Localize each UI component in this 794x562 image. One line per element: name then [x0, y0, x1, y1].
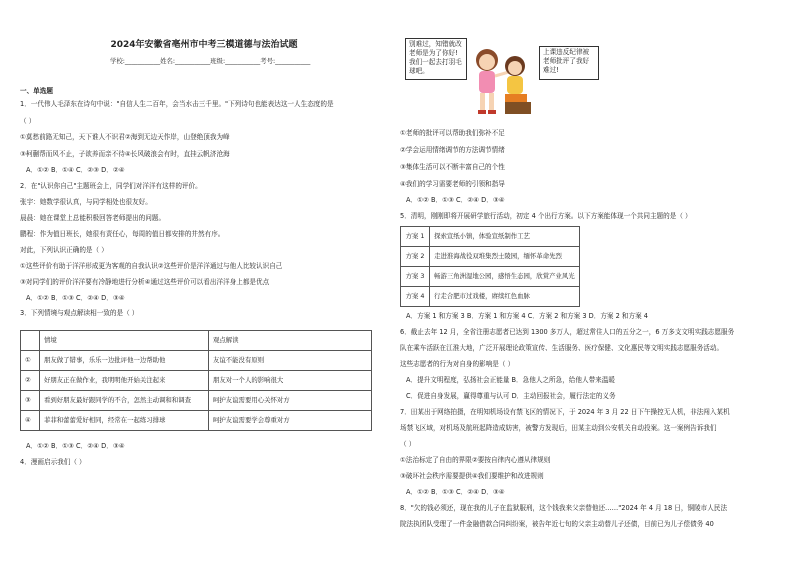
table-header-cell — [21, 331, 40, 351]
q2-stem: 2．在"认识你自己"主题班会上，同学们对洋洋有这样的评价。 — [20, 182, 202, 190]
plan-label: 方案 4 — [401, 287, 430, 307]
section-heading: 一、单选题 — [20, 87, 53, 95]
q4-stem: 4．漫画启示我们（ ） — [20, 458, 86, 466]
q6-options-cd: C．促进自身发展，赢得尊重与认可 D．主动回报社会，履行法定的义务 — [406, 392, 616, 400]
q8-line-2: 院法执团队受理了一件金融借款合同纠纷案，被告年近七旬的父亲主动替儿子还债，目前已为儿子偿债务 40 — [400, 520, 714, 528]
table-cell: 呵护友谊需要学会尊重对方 — [209, 411, 372, 431]
table-row — [401, 247, 580, 267]
plan-desc: 畅游三角洲湿地公园，感悟生态园，欣赏产业风光 — [430, 267, 580, 287]
speech-bubble-comfort: 别难过，知错就改老师是为了你好!我们一起去打羽毛球吧。 — [405, 38, 467, 80]
plan-label: 方案 1 — [401, 227, 430, 247]
table-cell: ③ — [21, 391, 40, 411]
cartoon-illustration — [405, 38, 590, 120]
table-row — [21, 371, 372, 391]
q4-choice-3: ③集体生活可以不断丰富自己的个性 — [400, 163, 505, 171]
q4-options: A．①② B．①③ C．②④ D．③④ — [406, 196, 505, 204]
q4-choice-4: ④我们的学习需要老师的引领和指导 — [400, 180, 505, 188]
q2-pengcheng: 鹏程：作为值日班长，她很有责任心，每周的值日都安排的井然有序。 — [20, 230, 225, 238]
q1-options: A．①② B．①④ C．②③ D．②④ — [26, 166, 125, 174]
table-row — [21, 411, 372, 431]
table-cell: ② — [21, 371, 40, 391]
q3-table — [20, 330, 372, 431]
q1-stem: 1．一代伟人毛泽东在诗句中说："自信人生二百年，会当水击三千里。"下列诗句也能表达这一人生态度的是 — [20, 100, 334, 108]
q4-choice-1: ①老师的批评可以帮助我们弥补不足 — [400, 129, 505, 137]
plan-desc: 走进淮海战役双堆集烈士陵园，缅怀革命先烈 — [430, 247, 580, 267]
q2-options: A．①② B．①③ C．②④ D．③④ — [26, 294, 125, 302]
table-cell: 菲菲和蕾蕾爱好相同，经常在一起练习排球 — [40, 411, 209, 431]
table-header-cell: 情境 — [40, 331, 209, 351]
q7-choice-12: ①法治标定了自由的界限②要按自律内心遵从律规则 — [400, 456, 551, 464]
table-header-cell: 观点解读 — [209, 331, 372, 351]
q3-options: A．①② B．①③ C．②④ D．③④ — [26, 442, 125, 450]
q7-choice-34: ③破坏社会秩序需要提供④我们要维护和改进规则 — [400, 472, 544, 480]
speech-bubble-sad: 上课违反纪律被老师批评了我好难过! — [539, 46, 599, 80]
q6-line-2: 队在乘车活跃在江淮大地，广泛开展理论政策宣传、生活服务、医疗保健、文化惠民等文明实践志愿服务活动。 — [400, 344, 724, 352]
q5-plan-table — [400, 226, 580, 307]
exam-title: 2024年安徽省亳州市中考三模道德与法治试题 — [110, 40, 298, 50]
plan-desc: 行走合肥市过戏楼，赓续红色血脉 — [430, 287, 580, 307]
table-row — [21, 391, 372, 411]
table-cell: ④ — [21, 411, 40, 431]
table-cell: 朋友做了错事，乐乐一边批评他一边帮助他 — [40, 351, 209, 371]
plan-label: 方案 3 — [401, 267, 430, 287]
q2-zhangyu: 张宇：她数学很认真，与同学相处也很友好。 — [20, 198, 152, 206]
q6-options-ab: A．提升文明程度，弘扬社会正能量 B．急他人之所急，给他人带来温暖 — [406, 376, 615, 384]
q7-line-2: 场禁飞区域，对机场及航班起降造成妨害，被警方发现后，田某主动到公安机关自动投案。这一案例告诉我们 — [400, 424, 717, 432]
table-cell: 友谊不能没有原则 — [209, 351, 372, 371]
table-cell: ① — [21, 351, 40, 371]
q6-line-1: 6．截止去年 12 月，全省注册志愿者已达到 1300 多万人，超过常住人口的五分之一，6 万多支文明实践志愿服务 — [400, 328, 735, 336]
plan-desc: 探索宣纸小镇，体验宣纸制作工艺 — [430, 227, 580, 247]
q1-paren: （ ） — [20, 117, 36, 125]
student-info-line: 学校:___________姓名:___________班级:___________考号:___________ — [110, 57, 311, 65]
table-row — [401, 227, 580, 247]
q5-stem: 5．清明，刚刚即将开展研学旅行活动，初定 4 个出行方案。以下方案能体现一个共同主题的是（ ） — [400, 212, 692, 220]
q7-paren: （ ） — [400, 440, 416, 448]
q2-choice-34: ③对同学们的评价洋洋要有冷静地进行分析④通过这些评价可以看出洋洋身上都是优点 — [20, 278, 270, 286]
q6-line-3: 这些志愿者的行为对自身的影响是（ ） — [400, 360, 515, 368]
two-girls-icon — [465, 44, 539, 120]
plan-label: 方案 2 — [401, 247, 430, 267]
q1-choice-12: ①莫愁前路无知己，天下谁人不识君②海到无边天作岸，山登绝顶我为峰 — [20, 133, 230, 141]
q2-chenchen: 晨晨：她在课堂上总能积极回答老师提出的问题。 — [20, 214, 166, 222]
table-row — [401, 287, 580, 307]
q1-choice-34: ③柯蒯帮而风不止，子欲养而亲不待④长风破浪会有时，直挂云帆济沧海 — [20, 150, 230, 158]
table-row — [401, 267, 580, 287]
q3-stem: 3．下列情境与观点解读相一致的是（ ） — [20, 309, 139, 317]
q4-choice-2: ②学会运用情绪调节的方法调节情绪 — [400, 146, 505, 154]
q8-line-1: 8．"欠的钱必须还，现在我的儿子在监狱服刑，这个钱我来父亲替他还……"2024 年 4 月 18 日，铜陵市人民法 — [400, 504, 728, 512]
table-cell: 好朋友正在做作业，我明明他开始关注起来 — [40, 371, 209, 391]
table-cell: 朋友对一个人的影响很大 — [209, 371, 372, 391]
q5-options: A．方案 1 和方案 3 B．方案 1 和方案 4 C．方案 2 和方案 3 D．方案 2 和方案 4 — [406, 312, 648, 320]
q2-choice-12: ①这些评价有助于洋洋形成更为客观的自我认识②这些评价是洋洋通过与他人比较认识自己 — [20, 262, 283, 270]
table-row — [21, 351, 372, 371]
q2-question: 对此，下列认识正确的是（ ） — [20, 246, 108, 254]
table-cell: 呵护友谊需要用心关怀对方 — [209, 391, 372, 411]
table-header-row — [21, 331, 372, 351]
q7-line-1: 7．田某出于网络拍摄，在明知机场设有禁飞区的情况下，于 2024 年 3 月 22 日下午操控无人机，非法闯入某机 — [400, 408, 730, 416]
table-cell: 看到好朋友最好跟同学的不合，怎然主动调和和调查 — [40, 391, 209, 411]
q7-options: A．①② B．①③ C．②④ D．③④ — [406, 488, 505, 496]
